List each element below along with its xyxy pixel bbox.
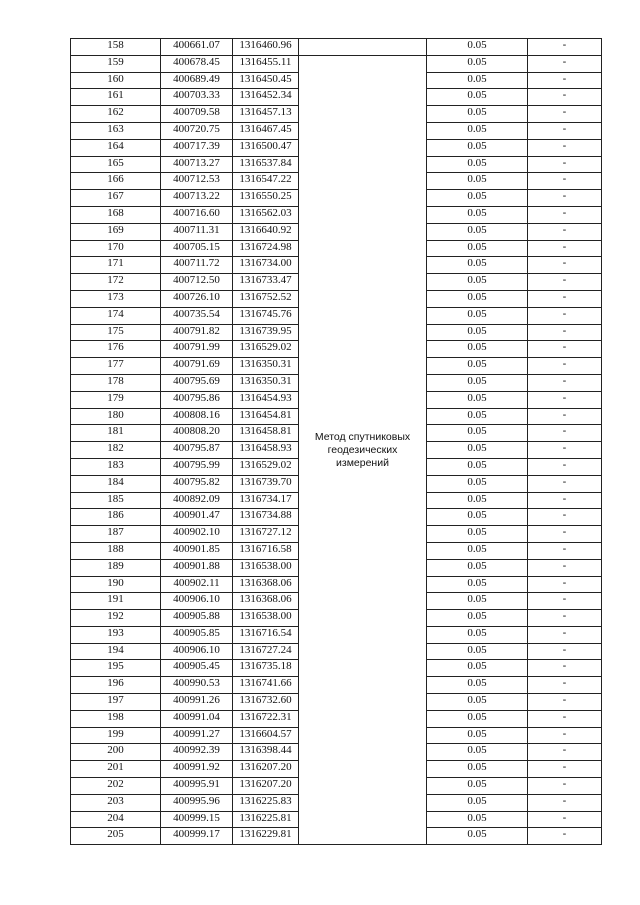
note-cell: - bbox=[528, 492, 602, 509]
accuracy-cell: 0.05 bbox=[427, 374, 528, 391]
note-cell: - bbox=[528, 391, 602, 408]
point-number-cell: 202 bbox=[71, 778, 161, 795]
accuracy-cell: 0.05 bbox=[427, 190, 528, 207]
note-cell: - bbox=[528, 72, 602, 89]
x-coordinate-cell: 400795.82 bbox=[161, 475, 233, 492]
point-number-cell: 165 bbox=[71, 156, 161, 173]
x-coordinate-cell: 400717.39 bbox=[161, 139, 233, 156]
note-cell: - bbox=[528, 442, 602, 459]
accuracy-cell: 0.05 bbox=[427, 576, 528, 593]
point-number-cell: 200 bbox=[71, 744, 161, 761]
x-coordinate-cell: 400795.86 bbox=[161, 391, 233, 408]
x-coordinate-cell: 400711.31 bbox=[161, 223, 233, 240]
y-coordinate-cell: 1316500.47 bbox=[233, 139, 299, 156]
accuracy-cell: 0.05 bbox=[427, 542, 528, 559]
x-coordinate-cell: 400726.10 bbox=[161, 290, 233, 307]
note-cell: - bbox=[528, 475, 602, 492]
x-coordinate-cell: 400995.96 bbox=[161, 794, 233, 811]
x-coordinate-cell: 400906.10 bbox=[161, 643, 233, 660]
y-coordinate-cell: 1316458.93 bbox=[233, 442, 299, 459]
x-coordinate-cell: 400711.72 bbox=[161, 257, 233, 274]
point-number-cell: 205 bbox=[71, 828, 161, 845]
accuracy-cell: 0.05 bbox=[427, 761, 528, 778]
accuracy-cell: 0.05 bbox=[427, 458, 528, 475]
y-coordinate-cell: 1316547.22 bbox=[233, 173, 299, 190]
y-coordinate-cell: 1316538.00 bbox=[233, 559, 299, 576]
note-cell: - bbox=[528, 593, 602, 610]
y-coordinate-cell: 1316529.02 bbox=[233, 341, 299, 358]
point-number-cell: 203 bbox=[71, 794, 161, 811]
point-number-cell: 186 bbox=[71, 509, 161, 526]
accuracy-cell: 0.05 bbox=[427, 794, 528, 811]
x-coordinate-cell: 400999.17 bbox=[161, 828, 233, 845]
point-number-cell: 193 bbox=[71, 626, 161, 643]
x-coordinate-cell: 400716.60 bbox=[161, 206, 233, 223]
y-coordinate-cell: 1316350.31 bbox=[233, 374, 299, 391]
x-coordinate-cell: 400713.22 bbox=[161, 190, 233, 207]
point-number-cell: 160 bbox=[71, 72, 161, 89]
x-coordinate-cell: 400991.92 bbox=[161, 761, 233, 778]
note-cell: - bbox=[528, 106, 602, 123]
x-coordinate-cell: 400713.27 bbox=[161, 156, 233, 173]
accuracy-cell: 0.05 bbox=[427, 626, 528, 643]
note-cell: - bbox=[528, 156, 602, 173]
accuracy-cell: 0.05 bbox=[427, 811, 528, 828]
accuracy-cell: 0.05 bbox=[427, 39, 528, 56]
x-coordinate-cell: 400906.10 bbox=[161, 593, 233, 610]
note-cell: - bbox=[528, 173, 602, 190]
note-cell: - bbox=[528, 778, 602, 795]
accuracy-cell: 0.05 bbox=[427, 694, 528, 711]
y-coordinate-cell: 1316745.76 bbox=[233, 307, 299, 324]
note-cell: - bbox=[528, 794, 602, 811]
x-coordinate-cell: 400990.53 bbox=[161, 677, 233, 694]
point-number-cell: 190 bbox=[71, 576, 161, 593]
note-cell: - bbox=[528, 425, 602, 442]
point-number-cell: 174 bbox=[71, 307, 161, 324]
accuracy-cell: 0.05 bbox=[427, 139, 528, 156]
accuracy-cell: 0.05 bbox=[427, 72, 528, 89]
y-coordinate-cell: 1316225.81 bbox=[233, 811, 299, 828]
x-coordinate-cell: 400795.87 bbox=[161, 442, 233, 459]
note-cell: - bbox=[528, 710, 602, 727]
x-coordinate-cell: 400892.09 bbox=[161, 492, 233, 509]
y-coordinate-cell: 1316733.47 bbox=[233, 274, 299, 291]
y-coordinate-cell: 1316734.00 bbox=[233, 257, 299, 274]
point-number-cell: 189 bbox=[71, 559, 161, 576]
accuracy-cell: 0.05 bbox=[427, 442, 528, 459]
x-coordinate-cell: 400709.58 bbox=[161, 106, 233, 123]
y-coordinate-cell: 1316450.45 bbox=[233, 72, 299, 89]
y-coordinate-cell: 1316454.81 bbox=[233, 408, 299, 425]
x-coordinate-cell: 400999.15 bbox=[161, 811, 233, 828]
y-coordinate-cell: 1316734.17 bbox=[233, 492, 299, 509]
y-coordinate-cell: 1316716.54 bbox=[233, 626, 299, 643]
note-cell: - bbox=[528, 576, 602, 593]
point-number-cell: 187 bbox=[71, 526, 161, 543]
y-coordinate-cell: 1316550.25 bbox=[233, 190, 299, 207]
accuracy-cell: 0.05 bbox=[427, 341, 528, 358]
y-coordinate-cell: 1316739.95 bbox=[233, 324, 299, 341]
y-coordinate-cell: 1316727.12 bbox=[233, 526, 299, 543]
note-cell: - bbox=[528, 358, 602, 375]
note-cell: - bbox=[528, 39, 602, 56]
point-number-cell: 184 bbox=[71, 475, 161, 492]
x-coordinate-cell: 400720.75 bbox=[161, 122, 233, 139]
table-row bbox=[71, 55, 602, 72]
accuracy-cell: 0.05 bbox=[427, 223, 528, 240]
note-cell: - bbox=[528, 223, 602, 240]
x-coordinate-cell: 400901.47 bbox=[161, 509, 233, 526]
accuracy-cell: 0.05 bbox=[427, 778, 528, 795]
x-coordinate-cell: 400905.85 bbox=[161, 626, 233, 643]
accuracy-cell: 0.05 bbox=[427, 593, 528, 610]
accuracy-cell: 0.05 bbox=[427, 492, 528, 509]
y-coordinate-cell: 1316467.45 bbox=[233, 122, 299, 139]
note-cell: - bbox=[528, 341, 602, 358]
note-cell: - bbox=[528, 274, 602, 291]
x-coordinate-cell: 400991.26 bbox=[161, 694, 233, 711]
point-number-cell: 194 bbox=[71, 643, 161, 660]
accuracy-cell: 0.05 bbox=[427, 274, 528, 291]
note-cell: - bbox=[528, 542, 602, 559]
accuracy-cell: 0.05 bbox=[427, 122, 528, 139]
y-coordinate-cell: 1316537.84 bbox=[233, 156, 299, 173]
note-cell: - bbox=[528, 290, 602, 307]
point-number-cell: 182 bbox=[71, 442, 161, 459]
note-cell: - bbox=[528, 727, 602, 744]
x-coordinate-cell: 400808.16 bbox=[161, 408, 233, 425]
x-coordinate-cell: 400902.11 bbox=[161, 576, 233, 593]
point-number-cell: 161 bbox=[71, 89, 161, 106]
accuracy-cell: 0.05 bbox=[427, 307, 528, 324]
point-number-cell: 197 bbox=[71, 694, 161, 711]
coordinates-table-body bbox=[71, 39, 602, 845]
accuracy-cell: 0.05 bbox=[427, 559, 528, 576]
y-coordinate-cell: 1316225.83 bbox=[233, 794, 299, 811]
y-coordinate-cell: 1316604.57 bbox=[233, 727, 299, 744]
y-coordinate-cell: 1316538.00 bbox=[233, 610, 299, 627]
accuracy-cell: 0.05 bbox=[427, 526, 528, 543]
note-cell: - bbox=[528, 610, 602, 627]
note-cell: - bbox=[528, 55, 602, 72]
y-coordinate-cell: 1316735.18 bbox=[233, 660, 299, 677]
accuracy-cell: 0.05 bbox=[427, 173, 528, 190]
y-coordinate-cell: 1316716.58 bbox=[233, 542, 299, 559]
accuracy-cell: 0.05 bbox=[427, 55, 528, 72]
note-cell: - bbox=[528, 526, 602, 543]
accuracy-cell: 0.05 bbox=[427, 324, 528, 341]
note-cell: - bbox=[528, 122, 602, 139]
accuracy-cell: 0.05 bbox=[427, 257, 528, 274]
y-coordinate-cell: 1316458.81 bbox=[233, 425, 299, 442]
point-number-cell: 175 bbox=[71, 324, 161, 341]
x-coordinate-cell: 400991.27 bbox=[161, 727, 233, 744]
x-coordinate-cell: 400901.85 bbox=[161, 542, 233, 559]
note-cell: - bbox=[528, 626, 602, 643]
point-number-cell: 201 bbox=[71, 761, 161, 778]
accuracy-cell: 0.05 bbox=[427, 660, 528, 677]
point-number-cell: 178 bbox=[71, 374, 161, 391]
x-coordinate-cell: 400995.91 bbox=[161, 778, 233, 795]
accuracy-cell: 0.05 bbox=[427, 509, 528, 526]
accuracy-cell: 0.05 bbox=[427, 727, 528, 744]
x-coordinate-cell: 400712.53 bbox=[161, 173, 233, 190]
note-cell: - bbox=[528, 761, 602, 778]
y-coordinate-cell: 1316529.02 bbox=[233, 458, 299, 475]
point-number-cell: 183 bbox=[71, 458, 161, 475]
x-coordinate-cell: 400791.82 bbox=[161, 324, 233, 341]
note-cell: - bbox=[528, 677, 602, 694]
note-cell: - bbox=[528, 307, 602, 324]
point-number-cell: 169 bbox=[71, 223, 161, 240]
y-coordinate-cell: 1316454.93 bbox=[233, 391, 299, 408]
note-cell: - bbox=[528, 828, 602, 845]
note-cell: - bbox=[528, 694, 602, 711]
point-number-cell: 167 bbox=[71, 190, 161, 207]
point-number-cell: 177 bbox=[71, 358, 161, 375]
y-coordinate-cell: 1316460.96 bbox=[233, 39, 299, 56]
y-coordinate-cell: 1316398.44 bbox=[233, 744, 299, 761]
x-coordinate-cell: 400901.88 bbox=[161, 559, 233, 576]
y-coordinate-cell: 1316562.03 bbox=[233, 206, 299, 223]
y-coordinate-cell: 1316732.60 bbox=[233, 694, 299, 711]
y-coordinate-cell: 1316368.06 bbox=[233, 593, 299, 610]
y-coordinate-cell: 1316734.88 bbox=[233, 509, 299, 526]
y-coordinate-cell: 1316722.31 bbox=[233, 710, 299, 727]
point-number-cell: 168 bbox=[71, 206, 161, 223]
point-number-cell: 172 bbox=[71, 274, 161, 291]
accuracy-cell: 0.05 bbox=[427, 475, 528, 492]
point-number-cell: 158 bbox=[71, 39, 161, 56]
y-coordinate-cell: 1316455.11 bbox=[233, 55, 299, 72]
note-cell: - bbox=[528, 190, 602, 207]
point-number-cell: 181 bbox=[71, 425, 161, 442]
accuracy-cell: 0.05 bbox=[427, 744, 528, 761]
y-coordinate-cell: 1316368.06 bbox=[233, 576, 299, 593]
point-number-cell: 163 bbox=[71, 122, 161, 139]
note-cell: - bbox=[528, 374, 602, 391]
y-coordinate-cell: 1316207.20 bbox=[233, 761, 299, 778]
x-coordinate-cell: 400795.69 bbox=[161, 374, 233, 391]
point-number-cell: 185 bbox=[71, 492, 161, 509]
x-coordinate-cell: 400808.20 bbox=[161, 425, 233, 442]
point-number-cell: 166 bbox=[71, 173, 161, 190]
note-cell: - bbox=[528, 811, 602, 828]
y-coordinate-cell: 1316752.52 bbox=[233, 290, 299, 307]
accuracy-cell: 0.05 bbox=[427, 240, 528, 257]
note-cell: - bbox=[528, 206, 602, 223]
y-coordinate-cell: 1316640.92 bbox=[233, 223, 299, 240]
note-cell: - bbox=[528, 643, 602, 660]
point-number-cell: 198 bbox=[71, 710, 161, 727]
accuracy-cell: 0.05 bbox=[427, 425, 528, 442]
point-number-cell: 192 bbox=[71, 610, 161, 627]
y-coordinate-cell: 1316739.70 bbox=[233, 475, 299, 492]
y-coordinate-cell: 1316457.13 bbox=[233, 106, 299, 123]
point-number-cell: 176 bbox=[71, 341, 161, 358]
point-number-cell: 195 bbox=[71, 660, 161, 677]
y-coordinate-cell: 1316727.24 bbox=[233, 643, 299, 660]
x-coordinate-cell: 400905.45 bbox=[161, 660, 233, 677]
y-coordinate-cell: 1316724.98 bbox=[233, 240, 299, 257]
x-coordinate-cell: 400791.69 bbox=[161, 358, 233, 375]
note-cell: - bbox=[528, 408, 602, 425]
accuracy-cell: 0.05 bbox=[427, 710, 528, 727]
point-number-cell: 204 bbox=[71, 811, 161, 828]
accuracy-cell: 0.05 bbox=[427, 89, 528, 106]
note-cell: - bbox=[528, 509, 602, 526]
point-number-cell: 170 bbox=[71, 240, 161, 257]
note-cell: - bbox=[528, 139, 602, 156]
accuracy-cell: 0.05 bbox=[427, 391, 528, 408]
x-coordinate-cell: 400905.88 bbox=[161, 610, 233, 627]
accuracy-cell: 0.05 bbox=[427, 156, 528, 173]
x-coordinate-cell: 400902.10 bbox=[161, 526, 233, 543]
x-coordinate-cell: 400791.99 bbox=[161, 341, 233, 358]
note-cell: - bbox=[528, 89, 602, 106]
point-number-cell: 196 bbox=[71, 677, 161, 694]
x-coordinate-cell: 400703.33 bbox=[161, 89, 233, 106]
x-coordinate-cell: 400992.39 bbox=[161, 744, 233, 761]
point-number-cell: 164 bbox=[71, 139, 161, 156]
x-coordinate-cell: 400795.99 bbox=[161, 458, 233, 475]
x-coordinate-cell: 400689.49 bbox=[161, 72, 233, 89]
point-number-cell: 179 bbox=[71, 391, 161, 408]
accuracy-cell: 0.05 bbox=[427, 206, 528, 223]
x-coordinate-cell: 400712.50 bbox=[161, 274, 233, 291]
point-number-cell: 173 bbox=[71, 290, 161, 307]
y-coordinate-cell: 1316350.31 bbox=[233, 358, 299, 375]
accuracy-cell: 0.05 bbox=[427, 610, 528, 627]
method-cell-empty bbox=[299, 39, 427, 56]
measurement-method-cell: Метод спутниковых геодезических измерений bbox=[299, 55, 427, 844]
y-coordinate-cell: 1316452.34 bbox=[233, 89, 299, 106]
note-cell: - bbox=[528, 660, 602, 677]
point-number-cell: 180 bbox=[71, 408, 161, 425]
x-coordinate-cell: 400705.15 bbox=[161, 240, 233, 257]
coordinates-table bbox=[70, 38, 602, 845]
x-coordinate-cell: 400678.45 bbox=[161, 55, 233, 72]
y-coordinate-cell: 1316741.66 bbox=[233, 677, 299, 694]
y-coordinate-cell: 1316229.81 bbox=[233, 828, 299, 845]
x-coordinate-cell: 400661.07 bbox=[161, 39, 233, 56]
note-cell: - bbox=[528, 458, 602, 475]
accuracy-cell: 0.05 bbox=[427, 358, 528, 375]
point-number-cell: 171 bbox=[71, 257, 161, 274]
point-number-cell: 191 bbox=[71, 593, 161, 610]
point-number-cell: 199 bbox=[71, 727, 161, 744]
note-cell: - bbox=[528, 324, 602, 341]
point-number-cell: 162 bbox=[71, 106, 161, 123]
point-number-cell: 159 bbox=[71, 55, 161, 72]
note-cell: - bbox=[528, 240, 602, 257]
y-coordinate-cell: 1316207.20 bbox=[233, 778, 299, 795]
table-row bbox=[71, 39, 602, 56]
note-cell: - bbox=[528, 257, 602, 274]
accuracy-cell: 0.05 bbox=[427, 408, 528, 425]
accuracy-cell: 0.05 bbox=[427, 290, 528, 307]
note-cell: - bbox=[528, 559, 602, 576]
accuracy-cell: 0.05 bbox=[427, 106, 528, 123]
note-cell: - bbox=[528, 744, 602, 761]
x-coordinate-cell: 400991.04 bbox=[161, 710, 233, 727]
x-coordinate-cell: 400735.54 bbox=[161, 307, 233, 324]
point-number-cell: 188 bbox=[71, 542, 161, 559]
accuracy-cell: 0.05 bbox=[427, 828, 528, 845]
accuracy-cell: 0.05 bbox=[427, 643, 528, 660]
accuracy-cell: 0.05 bbox=[427, 677, 528, 694]
